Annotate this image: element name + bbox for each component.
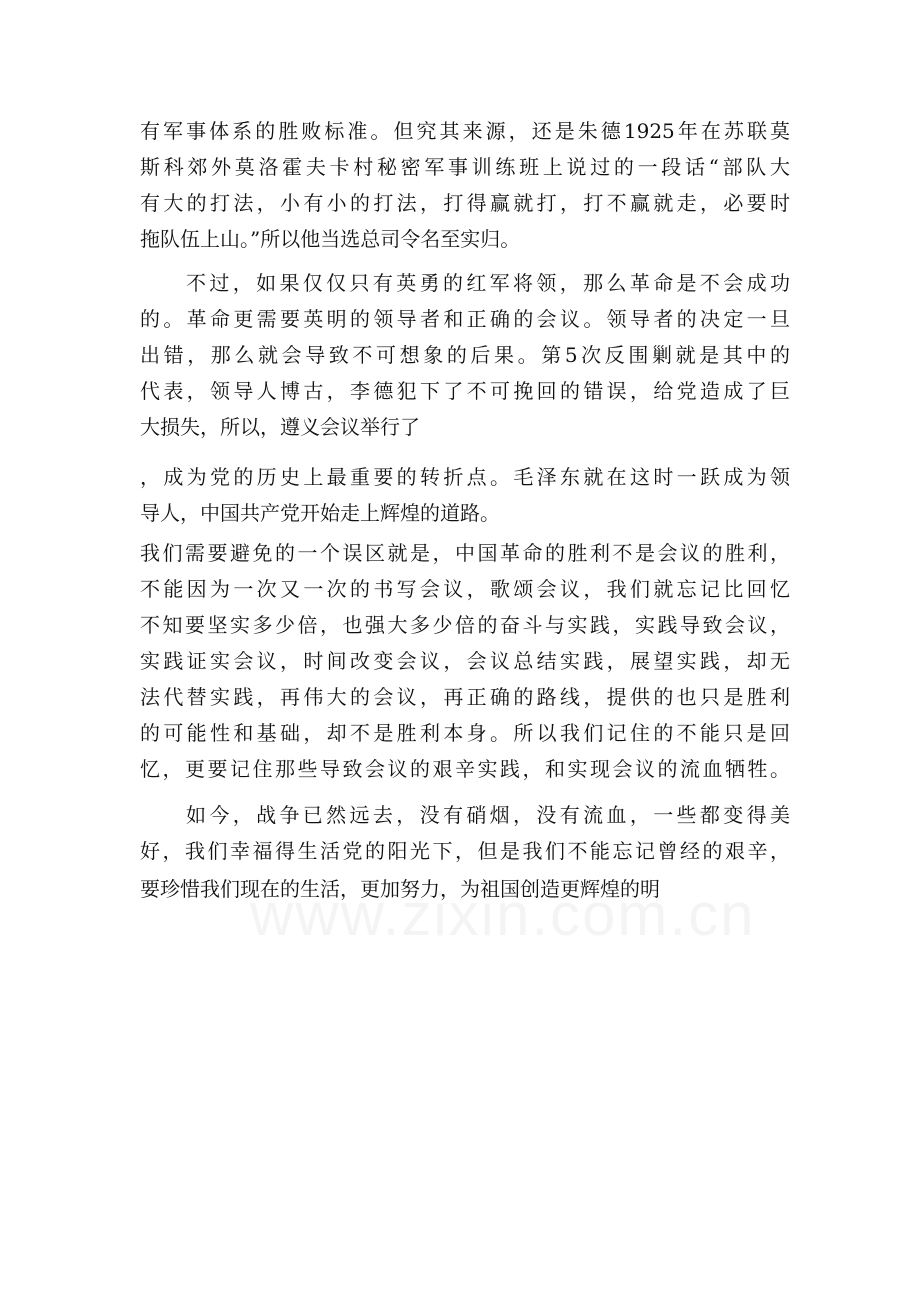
paragraph-line: ，成为党的历史上最重要的转折点。毛泽东就在这时一跃成为领 — [140, 465, 790, 489]
paragraph-line: 好，我们幸福得生活党的阳光下，但是我们不能忘记曾经的艰辛， — [140, 839, 790, 863]
paragraph-line: 法代替实践，再伟大的会议，再正确的路线，提供的也只是胜利 — [140, 685, 790, 709]
paragraph-line: 大损失，所以，遵义会议举行了 — [140, 415, 420, 439]
paragraph-line: 代表，领导人博古，李德犯下了不可挽回的错误，给党造成了巨 — [140, 379, 790, 403]
paragraph-line: 实践证实会议，时间改变会议，会议总结实践，展望实践，却无 — [140, 649, 790, 673]
paragraph-line: 有军事体系的胜败标准。但究其来源，还是朱德1925年在苏联莫 — [140, 119, 790, 143]
paragraph-line: 如今，战争已然远去，没有硝烟，没有流血，一些都变得美 — [186, 803, 790, 827]
watermark — [250, 880, 670, 949]
paragraph-line: 拖队伍上山。”所以他当选总司令名至实归。 — [140, 227, 521, 251]
paragraph-line: 导人，中国共产党开始走上辉煌的道路。 — [140, 501, 500, 525]
paragraph-line: 要珍惜我们现在的生活，更加努力，为祖国创造更辉煌的明 — [140, 877, 660, 901]
paragraph-line: 有大的打法，小有小的打法，打得赢就打，打不赢就走，必要时 — [140, 191, 790, 215]
paragraph-line: 忆，更要记住那些导致会议的艰辛实践，和实现会议的流血牺牲。 — [140, 757, 790, 781]
paragraph-line: 斯科郊外莫洛霍夫卡村秘密军事训练班上说过的一段话“部队大 — [140, 155, 790, 179]
paragraph-line: 我们需要避免的一个误区就是，中国革命的胜利不是会议的胜利， — [140, 541, 790, 565]
paragraph-line: 出错，那么就会导致不可想象的后果。第5次反围剿就是其中的 — [140, 343, 790, 367]
paragraph-line: 不知要坚实多少倍，也强大多少倍的奋斗与实践，实践导致会议， — [140, 613, 790, 637]
paragraph-line: 不能因为一次又一次的书写会议，歌颂会议，我们就忘记比回忆 — [140, 577, 790, 601]
paragraph-line: 不过，如果仅仅只有英勇的红军将领，那么革命是不会成功 — [186, 271, 790, 295]
paragraph-line: 的。革命更需要英明的领导者和正确的会议。领导者的决定一旦 — [140, 307, 790, 331]
paragraph-line: 的可能性和基础，却不是胜利本身。所以我们记住的不能只是回 — [140, 721, 790, 745]
